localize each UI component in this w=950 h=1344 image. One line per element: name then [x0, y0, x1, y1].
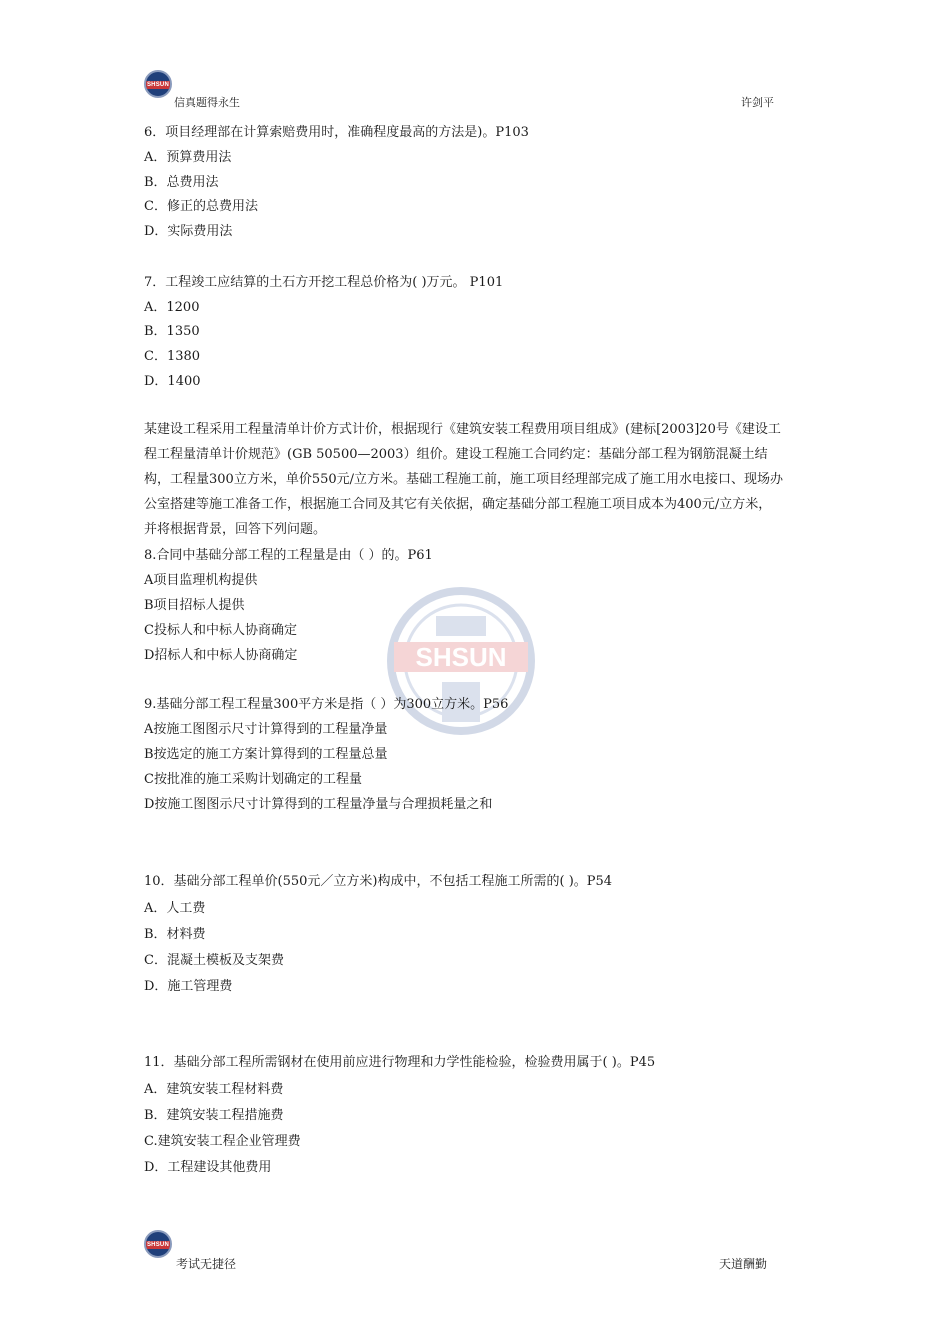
q7-option: A．1200 — [144, 300, 200, 315]
q8-option: A项目监理机构提供 — [144, 573, 258, 588]
q6-option: D．实际费用法 — [144, 224, 233, 239]
header-logo-text: SHSUN — [146, 82, 169, 88]
q10-option: C．混凝土模板及支架费 — [144, 953, 284, 968]
q11-option: B．建筑安装工程措施费 — [144, 1108, 284, 1123]
q9-stem: 9.基础分部工程工程量300平方米是指（ ）为300立方米。P56 — [144, 697, 509, 712]
q11-option: C.建筑安装工程企业管理费 — [144, 1134, 301, 1149]
header-right-text: 许剑平 — [741, 96, 774, 109]
q8-stem: 8.合同中基础分部工程的工程量是由（ ）的。P61 — [144, 548, 433, 563]
q6-option: A．预算费用法 — [144, 150, 232, 165]
footer-logo-text: SHSUN — [146, 1242, 169, 1248]
q8-option: C投标人和中标人协商确定 — [144, 623, 297, 638]
shsun-watermark — [386, 586, 536, 736]
q10-stem: 10．基础分部工程单价(550元／立方米)构成中，不包括工程施工所需的( )。P54 — [144, 874, 613, 889]
q8-option: D招标人和中标人协商确定 — [144, 648, 298, 663]
q10-option: D．施工管理费 — [144, 979, 233, 994]
header-logo — [144, 70, 172, 98]
q9-option: C按批准的施工采购计划确定的工程量 — [144, 772, 362, 787]
q9-option: A按施工图图示尺寸计算得到的工程量净量 — [144, 722, 388, 737]
footer-right-text: 天道酬勤 — [719, 1257, 768, 1271]
q10-option: A．人工费 — [144, 901, 206, 916]
q6-option: C．修正的总费用法 — [144, 199, 258, 214]
watermark-text: SHSUN — [415, 642, 507, 672]
q6-stem: 6．项目经理部在计算索赔费用时，准确程度最高的方法是)。P103 — [144, 125, 529, 140]
q9-option: D按施工图图示尺寸计算得到的工程量净量与合理损耗量之和 — [144, 797, 493, 812]
q11-option: A．建筑安装工程材料费 — [144, 1082, 284, 1097]
q8-option: B项目招标人提供 — [144, 598, 245, 613]
background-paragraph: 某建设工程采用工程量清单计价方式计价，根据现行《建筑安装工程费用项目组成》(建标[2003]20号《建设工程工程量清单计价规范》(GB 50500—2003）组价。建设工程施工合同约定：基础分部工程为钢筋混凝土结构，工程量300立方米，单价550元/立方米。基础工程施工前，施工项目经理部完成了施工用水电接口、现场办公室搭建等施工准备工作，根据施工合同及其它有关依据，确定基础分部工程施工项目成本为400元/立方米，并将根据背景，回答下列问题。 — [144, 422, 784, 537]
q11-option: D．工程建设其他费用 — [144, 1160, 272, 1175]
q7-option: B．1350 — [144, 324, 200, 339]
q7-stem: 7．工程竣工应结算的土石方开挖工程总价格为( )万元。 P101 — [144, 275, 504, 290]
q6-option: B．总费用法 — [144, 175, 219, 190]
q9-option: B按选定的施工方案计算得到的工程量总量 — [144, 747, 388, 762]
q11-stem: 11．基础分部工程所需钢材在使用前应进行物理和力学性能检验，检验费用属于( )。P45 — [144, 1055, 656, 1070]
footer-logo — [144, 1230, 172, 1258]
footer-left-text: 考试无捷径 — [176, 1257, 237, 1271]
q7-option: D．1400 — [144, 374, 201, 389]
q10-option: B．材料费 — [144, 927, 206, 942]
header-left-text: 信真题得永生 — [174, 96, 240, 109]
q7-option: C．1380 — [144, 349, 201, 364]
